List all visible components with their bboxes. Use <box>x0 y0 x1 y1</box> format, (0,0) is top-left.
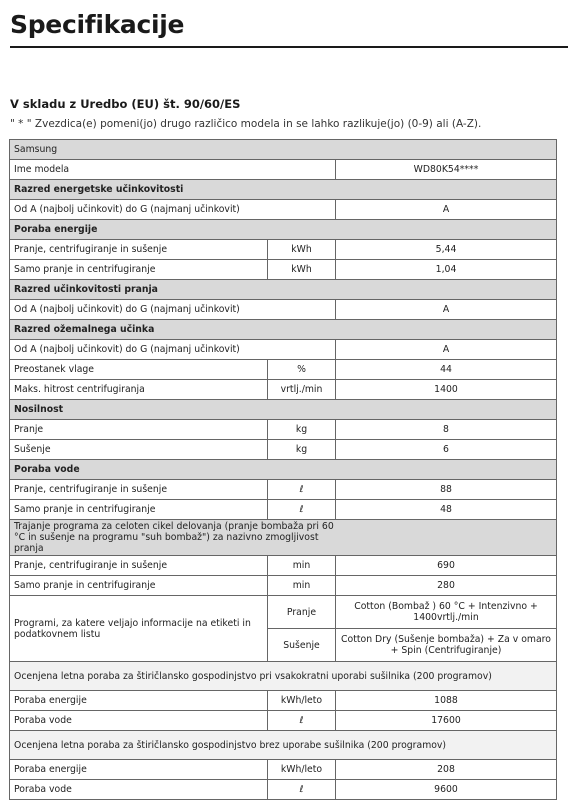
row-label: Poraba energije <box>10 760 268 780</box>
table-row <box>10 662 557 691</box>
water-header: Poraba vode <box>10 460 557 480</box>
table-row <box>10 320 557 340</box>
table-row <box>10 576 557 596</box>
duration-header-text: Trajanje programa za celoten cikel delovanja (pranje bombaža pri 60 °C in sušenje na programu "suh bombaž") za nazivno zmogljivost pranja <box>14 521 334 554</box>
row-label: Pranje, centrifugiranje in sušenje <box>10 556 268 576</box>
table-row <box>10 160 557 180</box>
brand-cell: Samsung <box>10 140 557 160</box>
row-value: 88 <box>336 480 557 500</box>
table-row <box>10 780 557 800</box>
row-unit: Sušenje <box>268 629 336 662</box>
row-unit: kWh/leto <box>268 760 336 780</box>
energy-class-header: Razred energetske učinkovitosti <box>10 180 557 200</box>
spin-class-value: A <box>336 340 557 360</box>
row-value: 690 <box>336 556 557 576</box>
table-row <box>10 380 557 400</box>
row-label: Samo pranje in centrifugiranje <box>10 260 268 280</box>
row-value: 44 <box>336 360 557 380</box>
row-unit: kg <box>268 420 336 440</box>
row-unit: ℓ <box>268 780 336 800</box>
row-unit: ℓ <box>268 711 336 731</box>
table-row <box>10 731 557 760</box>
table-row <box>10 760 557 780</box>
row-label: Samo pranje in centrifugiranje <box>10 500 268 520</box>
table-row <box>10 260 557 280</box>
table-row <box>10 420 557 440</box>
row-value: 48 <box>336 500 557 520</box>
table-row <box>10 400 557 420</box>
row-label: Poraba vode <box>10 711 268 731</box>
row-value: Cotton (Bombaž ) 60 °C + Intenzivno + 1400vrtlj./min <box>336 596 557 629</box>
wash-class-value: A <box>336 300 557 320</box>
table-row <box>10 691 557 711</box>
row-unit: kWh/leto <box>268 691 336 711</box>
regulation-subtitle: V skladu z Uredbo (EU) št. 90/60/ES <box>10 97 241 111</box>
energy-class-value: A <box>336 200 557 220</box>
table-row <box>10 520 557 556</box>
duration-header <box>10 520 557 556</box>
asterisk-note: " * " Zvezdica(e) pomeni(jo) drugo različico modela in se lahko razlikuje(jo) (0-9) ali (A-Z). <box>10 118 482 130</box>
row-unit: ℓ <box>268 500 336 520</box>
energy-consumption-header: Poraba energije <box>10 220 557 240</box>
row-unit: kWh <box>268 240 336 260</box>
annual-with-dryer-header: Ocenjena letna poraba za štiričlansko gospodinjstvo pri vsakokratni uporabi sušilnika (200 programov) <box>10 662 557 691</box>
row-unit: min <box>268 556 336 576</box>
row-value: 280 <box>336 576 557 596</box>
row-value: 6 <box>336 440 557 460</box>
row-value: 208 <box>336 760 557 780</box>
model-value: WD80K54**** <box>336 160 557 180</box>
row-unit: Pranje <box>268 596 336 629</box>
row-label: Maks. hitrost centrifugiranja <box>10 380 268 400</box>
row-value: Cotton Dry (Sušenje bombaža) + Za v omaro + Spin (Centrifugiranje) <box>336 629 557 662</box>
annual-without-dryer-header: Ocenjena letna poraba za štiričlansko gospodinjstvo brez uporabe sušilnika (200 programov) <box>10 731 557 760</box>
row-value: 1400 <box>336 380 557 400</box>
row-label: Sušenje <box>10 440 268 460</box>
spec-table <box>9 139 557 800</box>
table-row <box>10 340 557 360</box>
row-unit: min <box>268 576 336 596</box>
row-label: Preostanek vlage <box>10 360 268 380</box>
row-unit: % <box>268 360 336 380</box>
table-row <box>10 440 557 460</box>
row-value: 1,04 <box>336 260 557 280</box>
wash-class-header: Razred učinkovitosti pranja <box>10 280 557 300</box>
row-label: Samo pranje in centrifugiranje <box>10 576 268 596</box>
row-label: Pranje <box>10 420 268 440</box>
table-row <box>10 280 557 300</box>
row-label: Pranje, centrifugiranje in sušenje <box>10 240 268 260</box>
table-row <box>10 300 557 320</box>
row-unit: kWh <box>268 260 336 280</box>
table-row <box>10 200 557 220</box>
row-label: Poraba energije <box>10 691 268 711</box>
spin-class-label: Od A (najbolj učinkovit) do G (najmanj učinkovit) <box>10 340 336 360</box>
table-row <box>10 480 557 500</box>
row-unit: vrtlj./min <box>268 380 336 400</box>
table-row <box>10 460 557 480</box>
row-value: 1088 <box>336 691 557 711</box>
capacity-header: Nosilnost <box>10 400 557 420</box>
model-label: Ime modela <box>10 160 336 180</box>
table-row <box>10 596 557 629</box>
table-row <box>10 220 557 240</box>
page-title: Specifikacije <box>10 10 185 39</box>
row-value: 5,44 <box>336 240 557 260</box>
table-row <box>10 711 557 731</box>
spin-class-header: Razred ožemalnega učinka <box>10 320 557 340</box>
table-row <box>10 140 557 160</box>
row-value: 9600 <box>336 780 557 800</box>
table-row <box>10 180 557 200</box>
row-label: Pranje, centrifugiranje in sušenje <box>10 480 268 500</box>
table-row <box>10 556 557 576</box>
table-row <box>10 240 557 260</box>
table-row <box>10 360 557 380</box>
row-value: 17600 <box>336 711 557 731</box>
energy-class-label: Od A (najbolj učinkovit) do G (najmanj učinkovit) <box>10 200 336 220</box>
row-label: Poraba vode <box>10 780 268 800</box>
title-divider <box>10 46 568 48</box>
row-value: 8 <box>336 420 557 440</box>
row-unit: kg <box>268 440 336 460</box>
table-row <box>10 500 557 520</box>
programs-label: Programi, za katere veljajo informacije na etiketi in podatkovnem listu <box>10 596 268 662</box>
row-unit: ℓ <box>268 480 336 500</box>
wash-class-label: Od A (najbolj učinkovit) do G (najmanj učinkovit) <box>10 300 336 320</box>
